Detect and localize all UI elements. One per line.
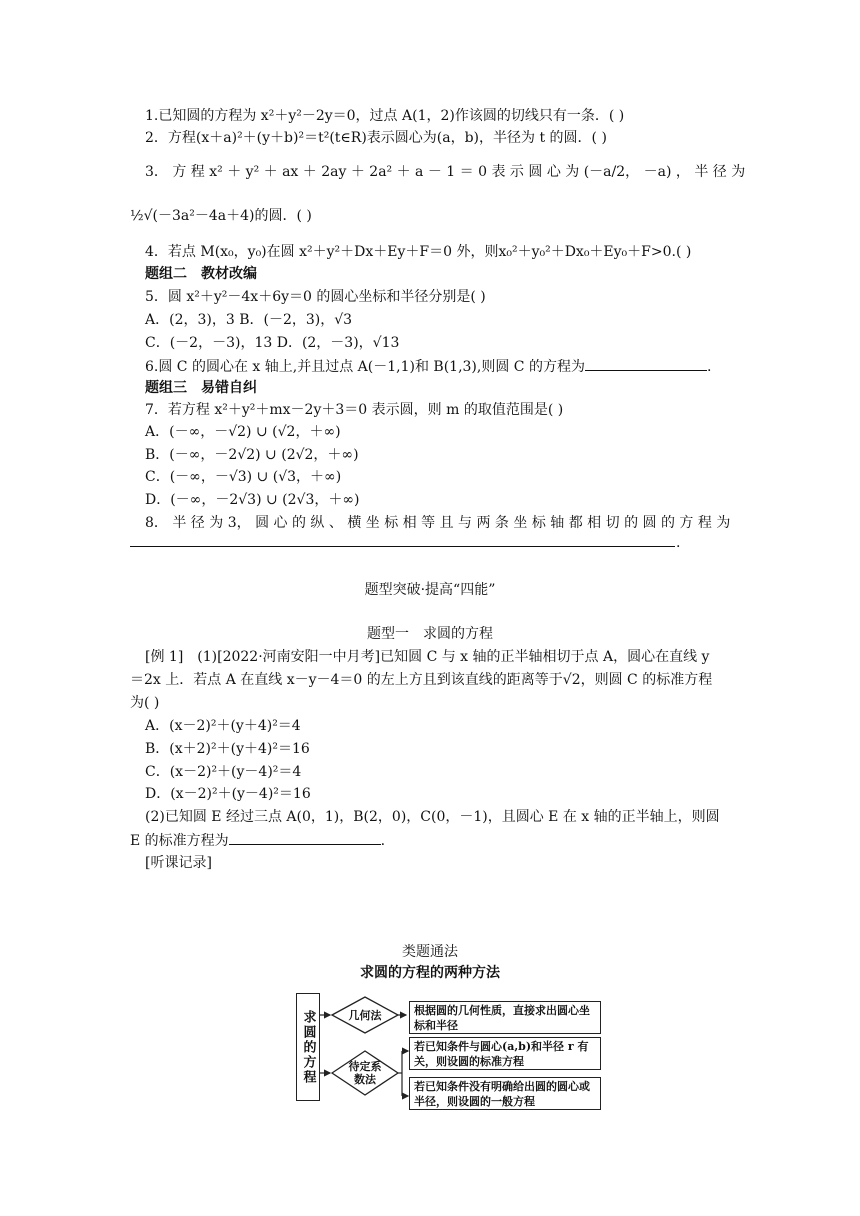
question-7-option-b: B．(－∞，－2√2) ∪ (2√2，＋∞) <box>145 447 359 463</box>
question-1: 1.已知圆的方程为 x²＋y²－2y＝0，过点 A(1，2)作该圆的切线只有一条．( ) <box>145 108 625 124</box>
example-option-d: D．(x－2)²＋(y－4)²＝16 <box>145 786 311 802</box>
question-5: 5．圆 x²＋y²－4x＋6y＝0 的圆心坐标和半径分别是( ) <box>145 289 486 305</box>
example-1-line-2: ＝2x 上．若点 A 在直线 x－y－4＝0 的左上方且到该直线的距离等于√2，则圆 C 的标准方程 <box>130 672 713 688</box>
example-part-2-line-1: (2)已知圆 E 经过三点 A(0，1)，B(2，0)，C(0，－1)，且圆心 E 在 x 轴的正半轴上，则圆 <box>145 809 720 825</box>
question-3-line-1: 3． 方 程 x² ＋ y² ＋ ax ＋ 2ay ＋ 2a² ＋ a － 1 ＝ 0 表 示 圆 心 为 (－a/2， －a) ， 半 径 为 <box>145 164 746 180</box>
undetermined-coefficient-method-label: 待定系数法 <box>348 1060 382 1086</box>
question-7-option-a: A．(－∞，－√2) ∪ (√2，＋∞) <box>145 424 341 440</box>
geometric-method-description: 根据圆的几何性质，直接求出圆心坐标和半径 <box>409 1001 601 1034</box>
example-part-2-text: E 的标准方程为 <box>130 833 229 849</box>
question-6 <box>145 356 711 377</box>
example-1-line-1: [例 1] (1)[2022·河南安阳一中月考]已知圆 C 与 x 轴的正半轴相切于点 A，圆心在直线 y <box>145 649 710 665</box>
method-flowchart <box>290 985 610 1113</box>
example-option-c: C．(x－2)²＋(y－4)²＝4 <box>145 764 302 780</box>
example-option-a: A．(x－2)²＋(y＋4)²＝4 <box>145 718 301 734</box>
question-8: 8． 半 径 为 3， 圆 心 的 纵 、 横 坐 标 相 等 且 与 两 条 坐 标 轴 都 相 切 的 圆 的 方 程 为 <box>145 515 731 531</box>
question-3-line-2: ½√(－3a²－4a＋4)的圆．( ) <box>130 208 312 224</box>
question-5-options-ab: A．(2，3)，3 B．(－2，3)，√3 <box>145 312 353 328</box>
answer-blank <box>229 830 381 845</box>
question-8-end: . <box>676 535 681 551</box>
standard-equation-description: 若已知条件与圆心(a,b)和半径 r 有关，则设圆的标准方程 <box>409 1037 601 1070</box>
section-title: 题型突破·提高“四能” <box>364 582 496 598</box>
group-3-heading: 题组三 易错自纠 <box>145 380 257 396</box>
question-6-end: . <box>706 359 712 375</box>
lecture-notes-label: [听课记录] <box>145 855 212 871</box>
general-equation-description: 若已知条件没有明确给出圆的圆心或半径，则设圆的一般方程 <box>409 1077 601 1110</box>
root-node: 求圆的方程 <box>296 993 320 1101</box>
example-1-line-3: 为( ) <box>130 695 160 711</box>
answer-blank-long <box>130 546 675 547</box>
summary-label: 类题通法 <box>402 944 458 960</box>
example-option-b: B．(x＋2)²＋(y＋4)²＝16 <box>145 741 310 757</box>
summary-title: 求圆的方程的两种方法 <box>360 965 500 981</box>
question-7-option-d: D．(－∞，－2√3) ∪ (2√3，＋∞) <box>145 492 360 508</box>
geometric-method-label: 几何法 <box>348 1009 382 1022</box>
question-4: 4．若点 M(x₀，y₀)在圆 x²＋y²＋Dx＋Ey＋F＝0 外，则x₀²＋y₀²＋Dx₀＋Ey₀＋F>0.( ) <box>145 244 692 260</box>
question-7-option-c: C．(－∞，－√3) ∪ (√3，＋∞) <box>145 469 342 485</box>
example-part-2-line-2 <box>130 830 385 851</box>
answer-blank <box>585 356 707 371</box>
question-5-options-cd: C．(－2，－3)，13 D．(2，－3)，√13 <box>145 335 400 351</box>
type-1-heading: 题型一 求圆的方程 <box>367 626 493 642</box>
question-2: 2．方程(x＋a)²＋(y＋b)²＝t²(t∈R)表示圆心为(a，b)，半径为 t 的圆．( ) <box>145 130 607 146</box>
question-6-text: 6.圆 C 的圆心在 x 轴上,并且过点 A(－1,1)和 B(1,3),则圆 C 的方程为 <box>145 359 585 375</box>
question-7: 7．若方程 x²＋y²＋mx－2y＋3＝0 表示圆，则 m 的取值范围是( ) <box>145 402 564 418</box>
group-2-heading: 题组二 教材改编 <box>145 266 257 282</box>
example-part-2-end: . <box>380 833 386 849</box>
